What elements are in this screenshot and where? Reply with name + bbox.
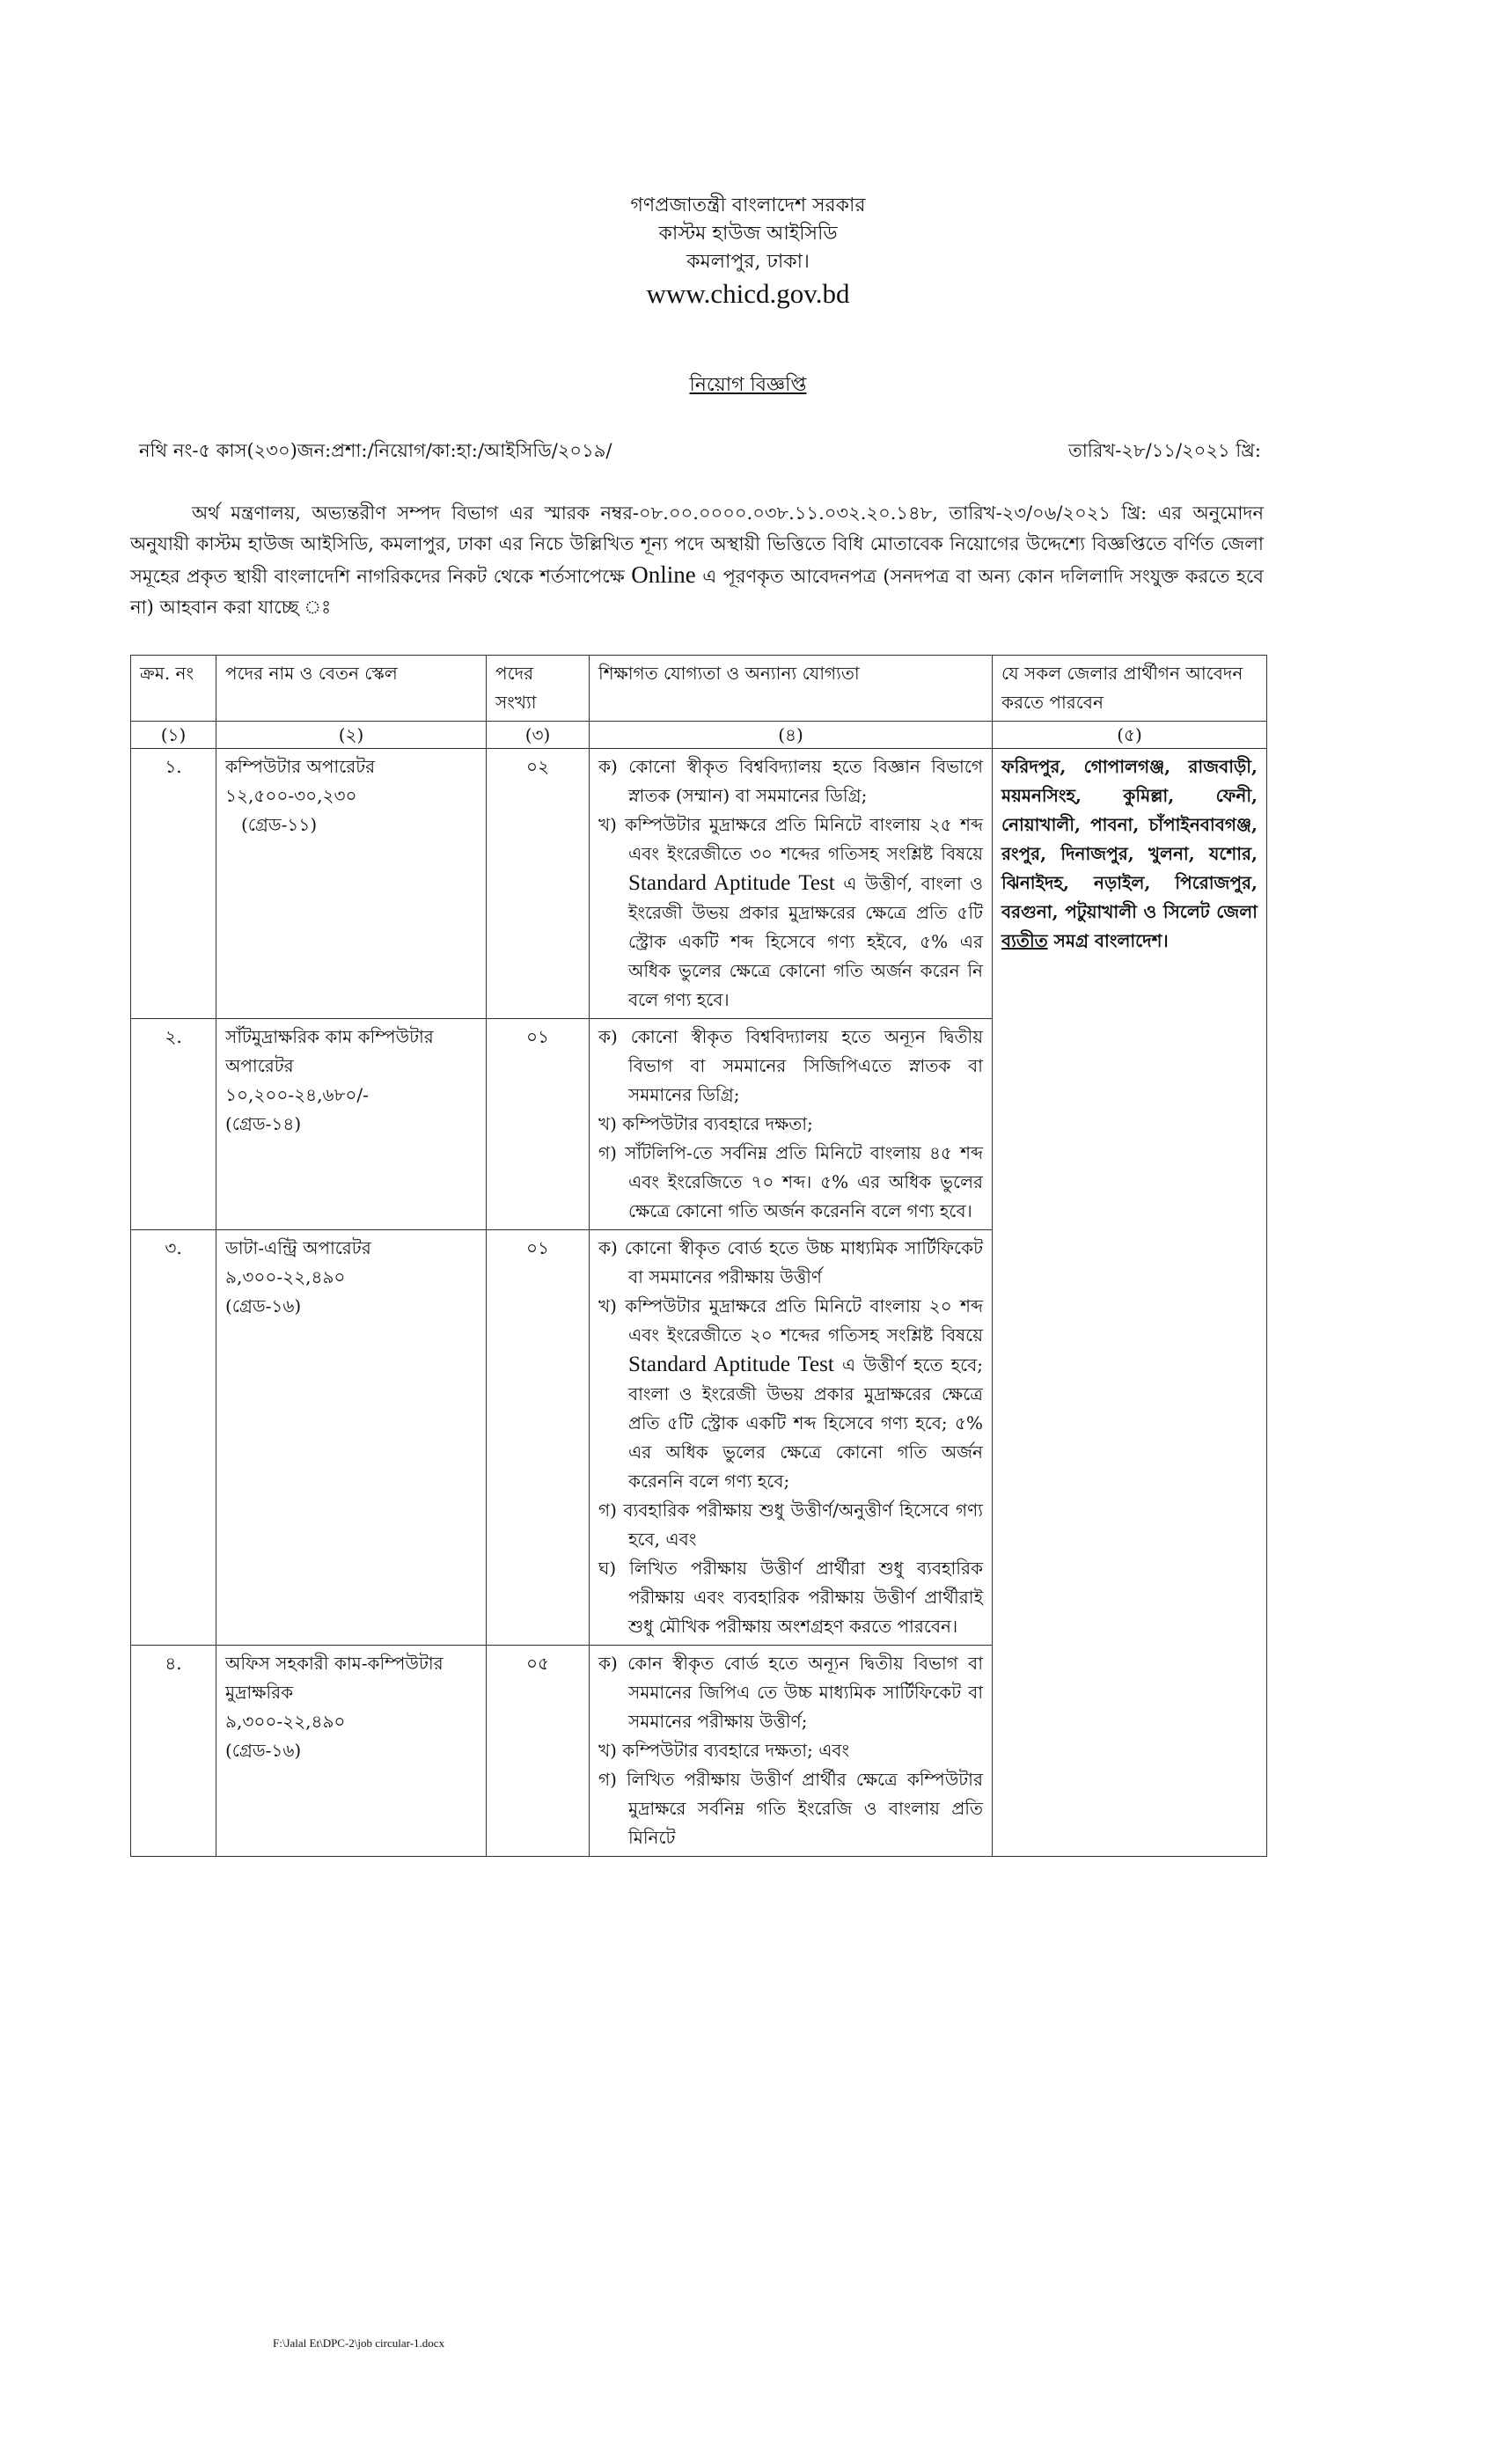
notice-title: নিয়োগ বিজ্ঞপ্তি — [689, 374, 807, 396]
qualification-item: খ) কম্পিউটার ব্যবহারে দক্ষতা; এবং — [598, 1740, 850, 1761]
row-serial: ১. — [131, 749, 216, 1019]
row-serial: ২. — [131, 1019, 216, 1230]
row-qualification-cell — [590, 749, 993, 1019]
districts-cell — [993, 749, 1267, 1857]
letterhead — [0, 192, 1496, 312]
qualification-item: খ) কম্পিউটার ব্যবহারে দক্ষতা; — [598, 1113, 813, 1134]
post-name: সাঁটমুদ্রাক্ষরিক কাম কম্পিউটার অপারেটর — [225, 1026, 434, 1076]
row-post-cell — [216, 1230, 487, 1646]
district-scope: সমগ্র বাংলাদেশ। — [1053, 930, 1169, 951]
intro-paragraph — [130, 498, 1264, 623]
qualification-item: ক) কোনো স্বীকৃত বোর্ড হতে উচ্চ মাধ্যমিক সার্টিফিকেট বা সমমানের পরীক্ষায় উত্তীর্ণ — [598, 1237, 983, 1287]
post-count: ০১ — [487, 1230, 590, 1646]
post-name: ডাটা-এন্ট্রি অপারেটর — [225, 1237, 371, 1258]
qualification-item: ঘ) লিখিত পরীক্ষায় উত্তীর্ণ প্রার্থীরা শুধু ব্যবহারিক পরীক্ষায় এবং ব্যবহারিক পরীক্ষায় উত্তীর্ণ প্রার্থীরাই শুধু মৌখিক পরীক্ষায় অংশগ্রহণ করতে পারবেন। — [598, 1558, 983, 1637]
pay-scale: ৯,৩০০-২২,৪৯০ — [225, 1711, 346, 1732]
qualification-item — [598, 810, 983, 1015]
qualification-item: গ) ব্যবহারিক পরীক্ষায় শুধু উত্তীর্ণ/অনুত্তীর্ণ হিসেবে গণ্য হবে, এবং — [598, 1500, 983, 1550]
office-name: কাস্টম হাউজ আইসিডি — [658, 223, 838, 245]
government-name: গণপ্রজাতন্ত্রী বাংলাদেশ সরকার — [630, 194, 866, 216]
post-count: ০১ — [487, 1019, 590, 1230]
row-serial: ৪. — [131, 1646, 216, 1857]
row-qualification-cell — [590, 1646, 993, 1857]
intro-text-2: এ পূরণকৃত আবেদনপত্র (সনদপত্র বা অন্য কোন দলিলাদি সংযুক্ত করতে হবে না) আহবান করা যাচ্ছে ঃ — [130, 566, 1264, 618]
pay-scale: ১০,২০০-২৪,৬৮০/- — [225, 1084, 369, 1105]
table-header-row — [131, 656, 1267, 722]
page-title — [0, 370, 1496, 402]
qualification-item: গ) সাঁটলিপি-তে সর্বনিম্ন প্রতি মিনিটে বাংলায় ৪৫ শব্দ এবং ইংরেজিতে ৭০ শব্দ। ৫% এর অধিক ভুলের ক্ষেত্রে কোনো গতি অর্জন করেননি বলে গণ্য হবে। — [598, 1142, 983, 1221]
memo-number: নথি নং-৫ কাস(২৩০)জন:প্রশা:/নিয়োগ/কা:হা:/আইসিডি/২০১৯/ — [139, 440, 612, 461]
col-header-districts: যে সকল জেলার প্রার্থীগন আবেদন করতে পারবেন — [993, 656, 1267, 722]
intro-text-1: অর্থ মন্ত্রণালয়, অভ্যন্তরীণ সম্পদ বিভাগ এর স্মারক নম্বর-০৮.০০.০০০০.০৩৮.১১.০৩২.২০.১৪৮, তারিখ-২৩/০৬/২০২১ খ্রি: এর অনুমোদন অনুযায়ী কাস্টম হাউজ আইসিডি, কমলাপুর, ঢাকা এর নিচে উল্লিখিত শূন্য পদে অস্থায়ী ভিত্তিতে বিধি মোতাবেক নিয়োগের উদ্দেশ্যে বিজ্ঞপ্তিতে বর্ণিত জেলা সমূহের প্রকৃত স্থায়ী বাংলাদেশি নাগরিকদের নিকট থেকে শর্তসাপেক্ষে — [130, 502, 1264, 587]
pay-grade: (গ্রেড-১৪) — [225, 1113, 302, 1134]
vacancy-table — [130, 655, 1267, 1857]
row-post-cell — [216, 749, 487, 1019]
table-row — [131, 749, 1267, 1019]
district-exclusion: ব্যতীত — [1001, 930, 1048, 951]
row-post-cell — [216, 1019, 487, 1230]
intro-online: Online — [631, 561, 696, 588]
qualification-item: ক) কোনো স্বীকৃত বিশ্ববিদ্যালয় হতে বিজ্ঞান বিভাগে স্নাতক (সম্মান) বা সমমানের ডিগ্রি; — [598, 756, 983, 806]
pay-grade: (গ্রেড-১১) — [241, 814, 318, 835]
qualification-text: এ উত্তীর্ণ, বাংলা ও ইংরেজী উভয় প্রকার মুদ্রাক্ষরের ক্ষেত্রে প্রতি ৫টি স্ট্রোক একটি শব্দ হিসেবে গণ্য হইবে, ৫% এর অধিক ভুলের ক্ষেত্রে কোনো গতি অর্জন করেন নি বলে গণ্য হবে। — [628, 873, 983, 1010]
post-name: কম্পিউটার অপারেটর — [225, 756, 376, 777]
qualification-test-name: Standard Aptitude Test — [628, 1353, 834, 1376]
qualification-item: ক) কোনো স্বীকৃত বিশ্ববিদ্যালয় হতে অন্যূন দ্বিতীয় বিভাগ বা সমমানের সিজিপিএতে স্নাতক বা সমমানের ডিগ্রি; — [598, 1026, 983, 1105]
file-path-footer: F:\Jalal Et\DPC-2\job circular-1.docx — [273, 2336, 445, 2350]
qualification-text: খ) কম্পিউটার মুদ্রাক্ষরে প্রতি মিনিটে বাংলায় ২৫ শব্দ এবং ইংরেজীতে ৩০ শব্দের গতিসহ সংশ্লিষ্ট বিষয়ে — [598, 814, 983, 864]
col-header-serial: ক্রম. নং — [131, 656, 216, 722]
col-number: (৩) — [487, 722, 590, 749]
office-address: কমলাপুর, ঢাকা। — [686, 251, 810, 273]
qualification-item: ক) কোন স্বীকৃত বোর্ড হতে অন্যূন দ্বিতীয় বিভাগ বা সমমানের জিপিএ তে উচ্চ মাধ্যমিক সার্টিফিকেট বা সমমানের পরীক্ষায় উত্তীর্ণ; — [598, 1653, 983, 1732]
row-qualification-cell — [590, 1019, 993, 1230]
qualification-test-name: Standard Aptitude Test — [628, 871, 835, 895]
eligible-districts — [1001, 752, 1258, 956]
website-link[interactable]: www.chicd.gov.bd — [646, 278, 850, 309]
col-number: (২) — [216, 722, 487, 749]
row-serial: ৩. — [131, 1230, 216, 1646]
qualification-item — [598, 1292, 983, 1496]
memo-date: তারিখ-২৮/১১/২০২১ খ্রি: — [1068, 440, 1261, 461]
pay-scale: ১২,৫০০-৩০,২৩০ — [225, 785, 357, 806]
col-number: (৫) — [993, 722, 1267, 749]
row-post-cell — [216, 1646, 487, 1857]
post-count: ০২ — [487, 749, 590, 1019]
memo-line — [139, 436, 1261, 467]
pay-grade: (গ্রেড-১৬) — [225, 1295, 302, 1316]
row-qualification-cell — [590, 1230, 993, 1646]
pay-grade: (গ্রেড-১৬) — [225, 1740, 302, 1761]
col-header-count: পদের সংখ্যা — [487, 656, 590, 722]
qualification-text: খ) কম্পিউটার মুদ্রাক্ষরে প্রতি মিনিটে বাংলায় ২০ শব্দ এবং ইংরেজীতে ২০ শব্দের গতিসহ সংশ্লিষ্ট বিষয়ে — [598, 1295, 983, 1346]
post-count: ০৫ — [487, 1646, 590, 1857]
col-header-post: পদের নাম ও বেতন স্কেল — [216, 656, 487, 722]
district-list: ফরিদপুর, গোপালগঞ্জ, রাজবাড়ী, ময়মনসিংহ, কুমিল্লা, ফেনী, নোয়াখালী, পাবনা, চাঁপাইনবাবগঞ্জ, রংপুর, দিনাজপুর, খুলনা, যশোর, ঝিনাইদহ, নড়াইল, পিরোজপুর, বরগুনা, পটুয়াখালী ও সিলেট জেলা — [1001, 756, 1258, 922]
column-number-row — [131, 722, 1267, 749]
col-number: (৪) — [590, 722, 993, 749]
qualification-item: গ) লিখিত পরীক্ষায় উত্তীর্ণ প্রার্থীর ক্ষেত্রে কম্পিউটার মুদ্রাক্ষরে সর্বনিম্ন গতি ইংরেজি ও বাংলায় প্রতি মিনিটে — [598, 1769, 983, 1848]
col-number: (১) — [131, 722, 216, 749]
pay-scale: ৯,৩০০-২২,৪৯০ — [225, 1266, 346, 1287]
post-name: অফিস সহকারী কাম-কম্পিউটার মুদ্রাক্ষরিক — [225, 1653, 444, 1703]
col-header-qualification: শিক্ষাগত যোগ্যতা ও অন্যান্য যোগ্যতা — [590, 656, 993, 722]
qualification-text: এ উত্তীর্ণ হতে হবে; বাংলা ও ইংরেজী উভয় প্রকার মুদ্রাক্ষরের ক্ষেত্রে প্রতি ৫টি স্ট্রোক একটি শব্দ হিসেবে গণ্য হবে; ৫% এর অধিক ভুলের ক্ষেত্রে কোনো গতি অর্জন করেননি বলে গণ্য হবে; — [628, 1354, 984, 1492]
